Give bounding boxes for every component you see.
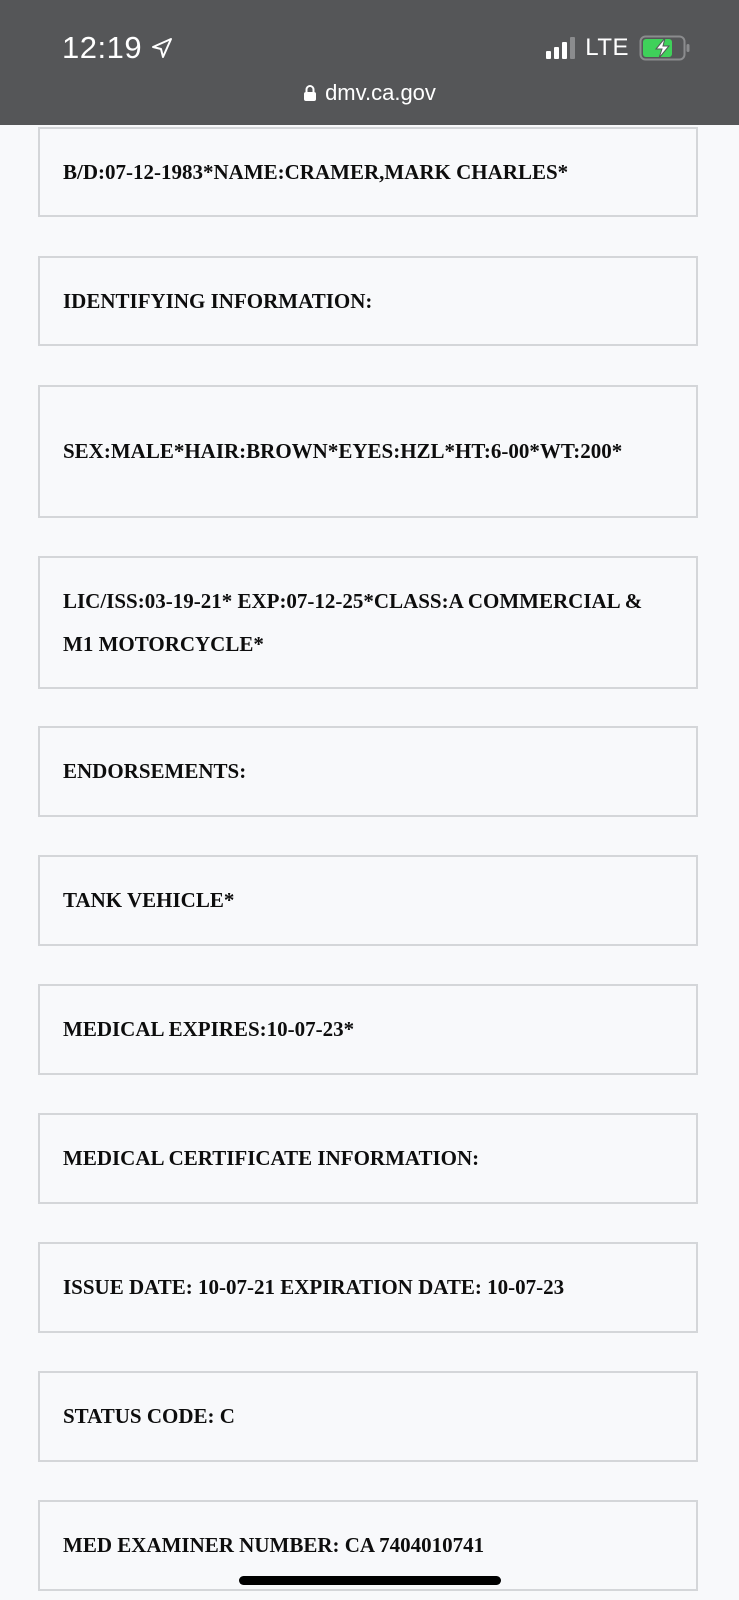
record-text: SEX:MALE*HAIR:BROWN*EYES:HZL*HT:6-00*WT:200* xyxy=(63,439,623,463)
record-physical-description xyxy=(38,385,698,518)
url-text: dmv.ca.gov xyxy=(325,80,436,105)
record-text: LIC/ISS:03-19-21* EXP:07-12-25*CLASS:A COMMERCIAL & M1 MOTORCYCLE* xyxy=(63,588,643,656)
record-endorsements-header xyxy=(38,726,698,817)
battery-charging-icon xyxy=(639,35,691,61)
status-time-group xyxy=(62,30,174,66)
record-license-class xyxy=(38,556,698,689)
record-text: TANK VEHICLE* xyxy=(63,888,235,912)
network-type: LTE xyxy=(585,34,629,61)
record-text: IDENTIFYING INFORMATION: xyxy=(63,288,373,313)
record-text: B/D:07-12-1983*NAME:CRAMER,MARK CHARLES* xyxy=(63,159,569,184)
record-text: ISSUE DATE: 10-07-21 EXPIRATION DATE: 10-07-23 xyxy=(63,1275,565,1299)
location-arrow-icon xyxy=(150,36,174,60)
address-bar[interactable] xyxy=(0,80,739,106)
record-tank-vehicle xyxy=(38,855,698,946)
record-text: MEDICAL EXPIRES:10-07-23* xyxy=(63,1017,355,1041)
record-birthdate-name xyxy=(38,127,698,217)
record-medical-certificate-header xyxy=(38,1113,698,1204)
home-indicator[interactable] xyxy=(239,1576,501,1585)
record-text: ENDORSEMENTS: xyxy=(63,759,247,783)
record-certificate-dates xyxy=(38,1242,698,1333)
signal-icon xyxy=(546,37,575,59)
lock-icon xyxy=(303,84,317,102)
record-text: STATUS CODE: C xyxy=(63,1404,235,1428)
status-time: 12:19 xyxy=(62,30,143,65)
record-status-code xyxy=(38,1371,698,1462)
status-right xyxy=(546,34,691,62)
status-bar xyxy=(0,0,739,125)
record-text: MED EXAMINER NUMBER: CA 7404010741 xyxy=(63,1533,485,1557)
record-medical-expires xyxy=(38,984,698,1075)
record-identifying-info-header xyxy=(38,256,698,346)
record-text: MEDICAL CERTIFICATE INFORMATION: xyxy=(63,1146,480,1170)
